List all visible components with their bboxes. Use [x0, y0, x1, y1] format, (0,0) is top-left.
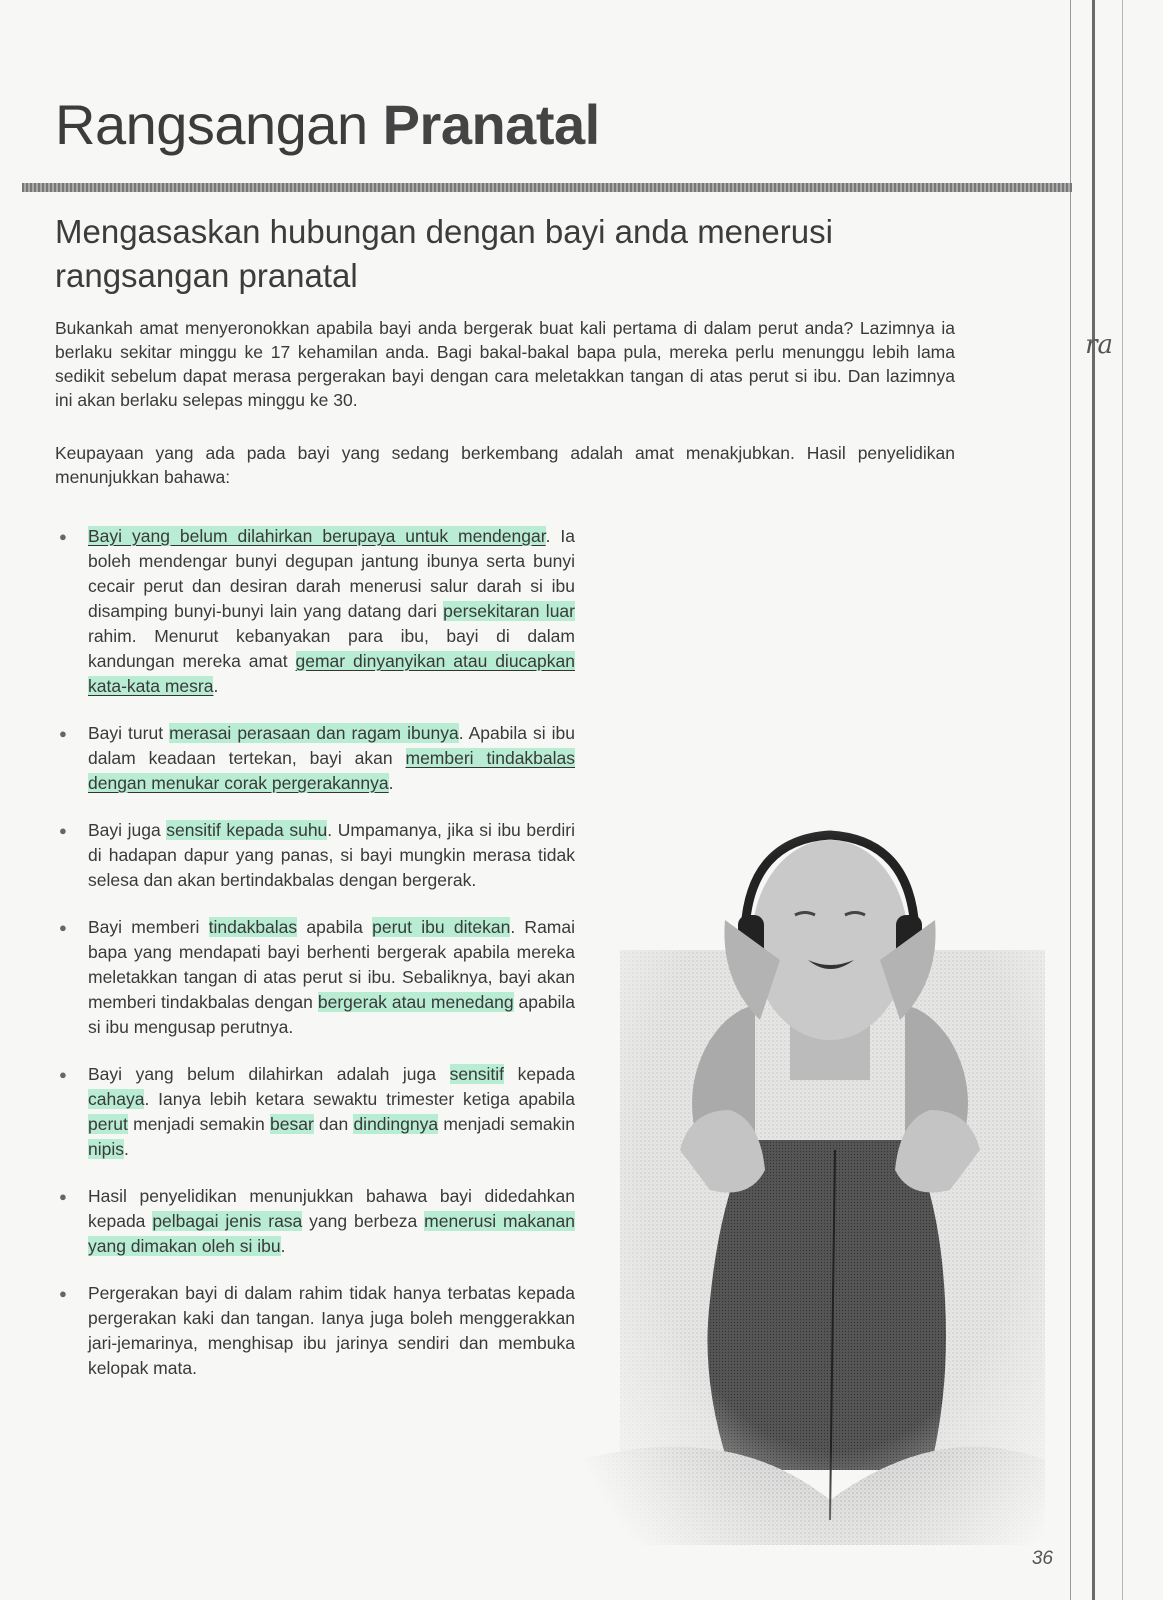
bullet-icon: ●: [59, 1189, 67, 1204]
body-text: . Umpamanya, jika si ibu berdiri di hadapan dapur yang panas, si bayi mungkin merasa tidak selesa dan akan bertindakbalas dengan bergerak.: [88, 820, 576, 890]
body-text: . Apabila si ibu dalam keadaan tertekan, bayi akan: [88, 723, 575, 768]
bullet-icon: ●: [59, 1067, 67, 1082]
highlighted-text: nipis: [88, 1139, 124, 1159]
section-subtitle: Mengasaskan hubungan dengan bayi anda menerusi rangsangan pranatal: [55, 213, 833, 294]
bullet-icon: ●: [59, 726, 67, 741]
body-text: . Ianya lebih ketara sewaktu trimester ketiga apabila: [144, 1089, 575, 1109]
intro-paragraph: Keupayaan yang ada pada bayi yang sedang berkembang adalah amat menakjubkan. Hasil penyelidikan menunjukkan bahawa:: [55, 443, 955, 487]
findings-list: [55, 524, 575, 1403]
body-text: yang berbeza: [302, 1211, 425, 1231]
margin-handwriting: ra: [1085, 330, 1113, 360]
highlighted-text: pelbagai jenis rasa: [152, 1211, 303, 1231]
body-text: menjadi semakin: [438, 1114, 575, 1134]
body-text: . Ramai bapa yang mendapati bayi berhenti bergerak apabila mereka meletakkan tangan di atas perut si ibu. Sebaliknya, bayi akan memberi tindakbalas dengan: [88, 917, 575, 1012]
body-text: apabila: [297, 917, 373, 937]
list-item: [55, 1062, 575, 1162]
highlighted-text: besar: [270, 1114, 314, 1134]
list-item: [55, 915, 575, 1040]
bullet-icon: ●: [59, 920, 67, 935]
highlighted-text: persekitaran luar: [443, 601, 575, 621]
body-text: . Ia boleh mendengar bunyi degupan jantung ibunya serta bunyi cecair perut dan desiran darah menerusi salur darah si ibu disamping bunyi-bunyi lain yang datang dari: [88, 526, 575, 621]
bullet-icon: ●: [59, 823, 67, 838]
highlighted-text: cahaya: [88, 1089, 145, 1109]
list-item: [55, 1281, 575, 1381]
list-item: [55, 524, 575, 699]
body-text: menjadi semakin: [127, 1114, 271, 1134]
body-text: .: [213, 676, 219, 696]
body-text: .: [124, 1139, 129, 1159]
page-title-bold: Pranatal: [382, 93, 600, 156]
body-text: dan: [313, 1114, 354, 1134]
highlighted-text: sensitif: [449, 1064, 505, 1084]
page-title: [55, 92, 600, 157]
list-item: [55, 721, 575, 796]
body-text: Bayi turut: [88, 723, 170, 743]
highlighted-text: merasai perasaan dan ragam ibunya: [169, 723, 459, 743]
body-text: kepada: [504, 1064, 576, 1084]
highlighted-text: sensitif kepada suhu: [166, 820, 328, 840]
highlighted-text: gemar dinyanyikan atau diucapkan kata-kata mesra: [88, 651, 575, 696]
page-edge-line: [1122, 0, 1123, 1600]
highlighted-text: tindakbalas: [208, 917, 298, 937]
highlighted-text: memberi tindakbalas dengan menukar corak pergerakannya: [88, 748, 576, 793]
body-text: apabila si ibu mengusap perutnya.: [88, 992, 575, 1037]
intro-paragraph: Bukankah amat menyeronokkan apabila bayi anda bergerak buat kali pertama di dalam perut anda? Lazimnya ia berlaku sekitar minggu ke 17 kehamilan anda. Bagi bakal-bakal bapa pula, mereka perlu menunggu lebih lama sedikit sebelum dapat merasa pergerakan bayi dengan cara meletakkan tangan di atas perut si ibu. Dan lazimnya ini akan berlaku selepas minggu ke 30.: [55, 318, 955, 410]
page-edge-line: [1070, 0, 1071, 1600]
body-text: Bayi memberi: [88, 917, 209, 937]
title-divider: [22, 183, 1072, 192]
bullet-icon: ●: [59, 529, 67, 544]
highlighted-text: bergerak atau menedang: [317, 992, 514, 1012]
highlighted-text: perut ibu ditekan: [372, 917, 511, 937]
page-edge-line: [1092, 0, 1095, 1600]
body-text: .: [388, 773, 394, 793]
list-item: [55, 818, 575, 893]
body-text: Pergerakan bayi di dalam rahim tidak hanya terbatas kepada pergerakan kaki dan tangan. Ianya juga boleh menggerakkan jari-jemarinya, menghisap ibu jarinya sendiri dan membuka kelopak mata.: [88, 1283, 575, 1378]
woman-with-headphones-photo: [580, 820, 1045, 1545]
page-number: 36: [1031, 1548, 1053, 1569]
body-text: Bayi juga: [88, 820, 167, 840]
body-text: rahim. Menurut kebanyakan para ibu, bayi di dalam kandungan mereka amat: [88, 626, 575, 671]
body-text: .: [280, 1236, 286, 1256]
page-title-light: Rangsangan: [55, 93, 368, 156]
highlighted-text: perut: [88, 1114, 128, 1134]
highlighted-text: Bayi yang belum dilahirkan berupaya untuk mendengar: [88, 526, 546, 546]
list-item: [55, 1184, 575, 1259]
body-text: Hasil penyelidikan menunjukkan bahawa bayi didedahkan kepada: [88, 1186, 575, 1231]
highlighted-text: dindingnya: [353, 1114, 439, 1134]
body-text: Bayi yang belum dilahirkan adalah juga: [88, 1064, 450, 1084]
highlighted-text: menerusi makanan yang dimakan oleh si ibu: [88, 1211, 576, 1256]
bullet-icon: ●: [59, 1286, 67, 1301]
